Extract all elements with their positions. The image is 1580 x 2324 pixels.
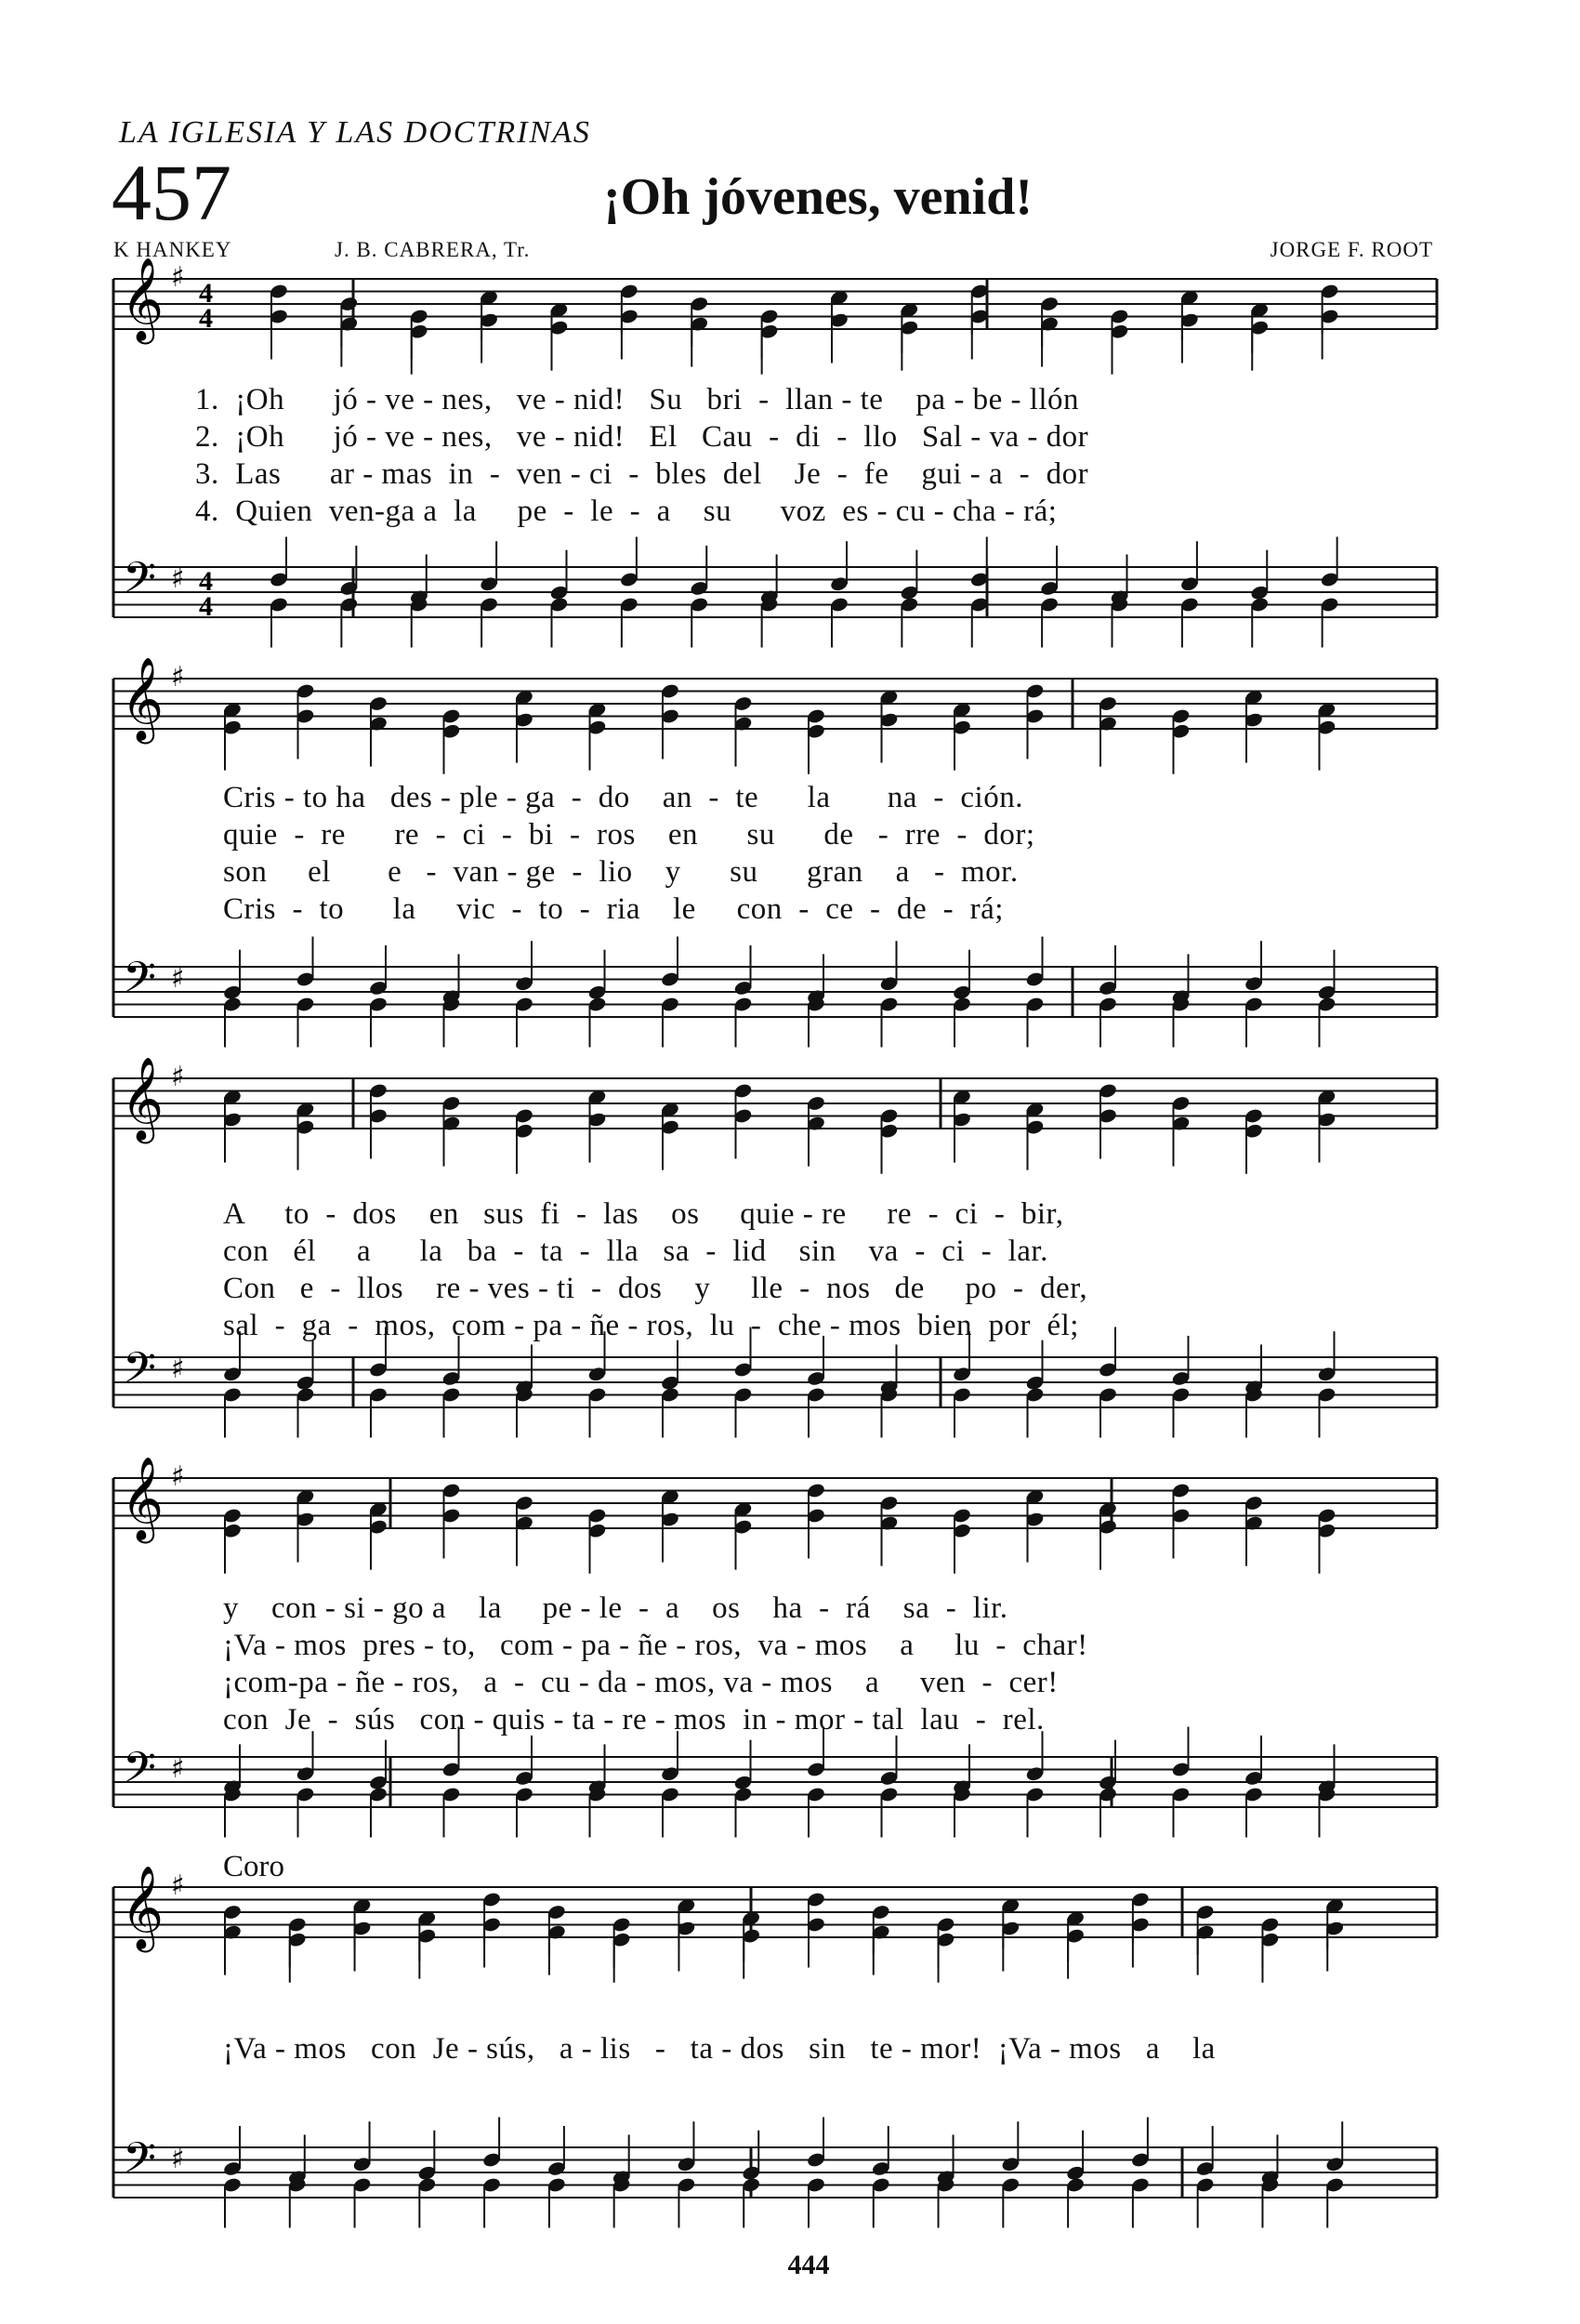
lyric-verse-4: 4. Quien ven-ga a la pe - le - a su voz es - cu - cha - rá; — [195, 495, 1058, 528]
time-signature: 4 — [199, 566, 213, 597]
bass-clef-icon: 𝄢 — [123, 1343, 157, 1404]
key-signature-sharp-icon: ♯ — [171, 2143, 185, 2175]
bass-clef-icon: 𝄢 — [123, 953, 157, 1013]
key-signature-sharp-icon: ♯ — [171, 1869, 185, 1902]
chorus-label: Coro — [223, 1850, 284, 1883]
bass-clef-icon: 𝄢 — [123, 1743, 157, 1803]
key-signature-sharp-icon: ♯ — [171, 261, 185, 294]
treble-clef-icon: 𝄞 — [121, 257, 165, 341]
lyric-verse-4: Cris - to la vic - to - ria le con - ce - de - rá; — [223, 892, 1004, 926]
time-signature: 4 — [199, 303, 213, 334]
key-signature-sharp-icon: ♯ — [171, 1460, 185, 1493]
treble-clef-icon: 𝄞 — [121, 1866, 165, 1949]
credit-translator: J. B. CABRERA, Tr. — [335, 238, 531, 261]
hymn-title: ¡Oh jóvenes, venid! — [603, 168, 1033, 226]
key-signature-sharp-icon: ♯ — [171, 962, 185, 995]
time-signature: 4 — [199, 278, 213, 309]
bass-clef-icon: 𝄢 — [123, 2133, 157, 2194]
lyric-chorus: ¡Va - mos con Je - sús, a - lis - ta - dos sin te - mor! ¡Va - mos a la — [223, 2032, 1216, 2066]
lyric-verse-2: con él a la ba - ta - lla sa - lid sin va - ci - lar. — [223, 1235, 1048, 1268]
hymn-number: 457 — [112, 148, 231, 237]
lyric-verse-4: con Je - sús con - quis - ta - re - mos in - mor - tal lau - rel. — [223, 1703, 1045, 1736]
lyric-verse-4: sal - ga - mos, com - pa - ñe - ros, lu - che - mos bien por él; — [223, 1309, 1079, 1342]
lyric-verse-2: ¡Va - mos pres - to, com - pa - ñe - ros, va - mos a lu - char! — [223, 1629, 1088, 1662]
lyric-verse-1: 1. ¡Oh jó - ve - nes, ve - nid! Su bri - llan - te pa - be - llón — [195, 383, 1080, 416]
key-signature-sharp-icon: ♯ — [171, 1061, 185, 1093]
treble-clef-icon: 𝄞 — [121, 657, 165, 741]
lyric-verse-3: 3. Las ar - mas in - ven - ci - bles del Je - fe gui - a - dor — [195, 457, 1089, 491]
credit-words: K HANKEY — [113, 238, 232, 261]
time-signature: 4 — [199, 591, 213, 622]
treble-clef-icon: 𝄞 — [121, 1057, 165, 1141]
section-title: LA IGLESIA Y LAS DOCTRINAS — [119, 115, 591, 150]
key-signature-sharp-icon: ♯ — [171, 1353, 185, 1385]
key-signature-sharp-icon: ♯ — [171, 1752, 185, 1785]
lyric-verse-1: y con - si - go a la pe - le - a os ha - rá sa - lir. — [223, 1591, 1008, 1625]
bass-clef-icon: 𝄢 — [123, 553, 157, 614]
page-number: 444 — [787, 2250, 830, 2280]
lyric-verse-3: son el e - van - ge - lio y su gran a - mor. — [223, 855, 1019, 889]
lyric-verse-3: Con e - llos re - ves - ti - dos y lle - nos de po - der, — [223, 1272, 1088, 1305]
lyric-verse-2: quie - re re - ci - bi - ros en su de - rre - dor; — [223, 818, 1035, 852]
lyric-verse-3: ¡com-pa - ñe - ros, a - cu - da - mos, va - mos a ven - cer! — [223, 1666, 1059, 1699]
key-signature-sharp-icon: ♯ — [171, 661, 185, 693]
treble-clef-icon: 𝄞 — [121, 1457, 165, 1540]
lyric-verse-2: 2. ¡Oh jó - ve - nes, ve - nid! El Cau - di - llo Sal - va - dor — [195, 420, 1089, 454]
lyric-verse-1: A to - dos en sus fi - las os quie - re re - ci - bir, — [223, 1197, 1064, 1231]
lyric-verse-1: Cris - to ha des - ple - ga - do an - te la na - ción. — [223, 781, 1023, 814]
credit-music: JORGE F. ROOT — [1270, 238, 1433, 261]
key-signature-sharp-icon: ♯ — [171, 562, 185, 595]
